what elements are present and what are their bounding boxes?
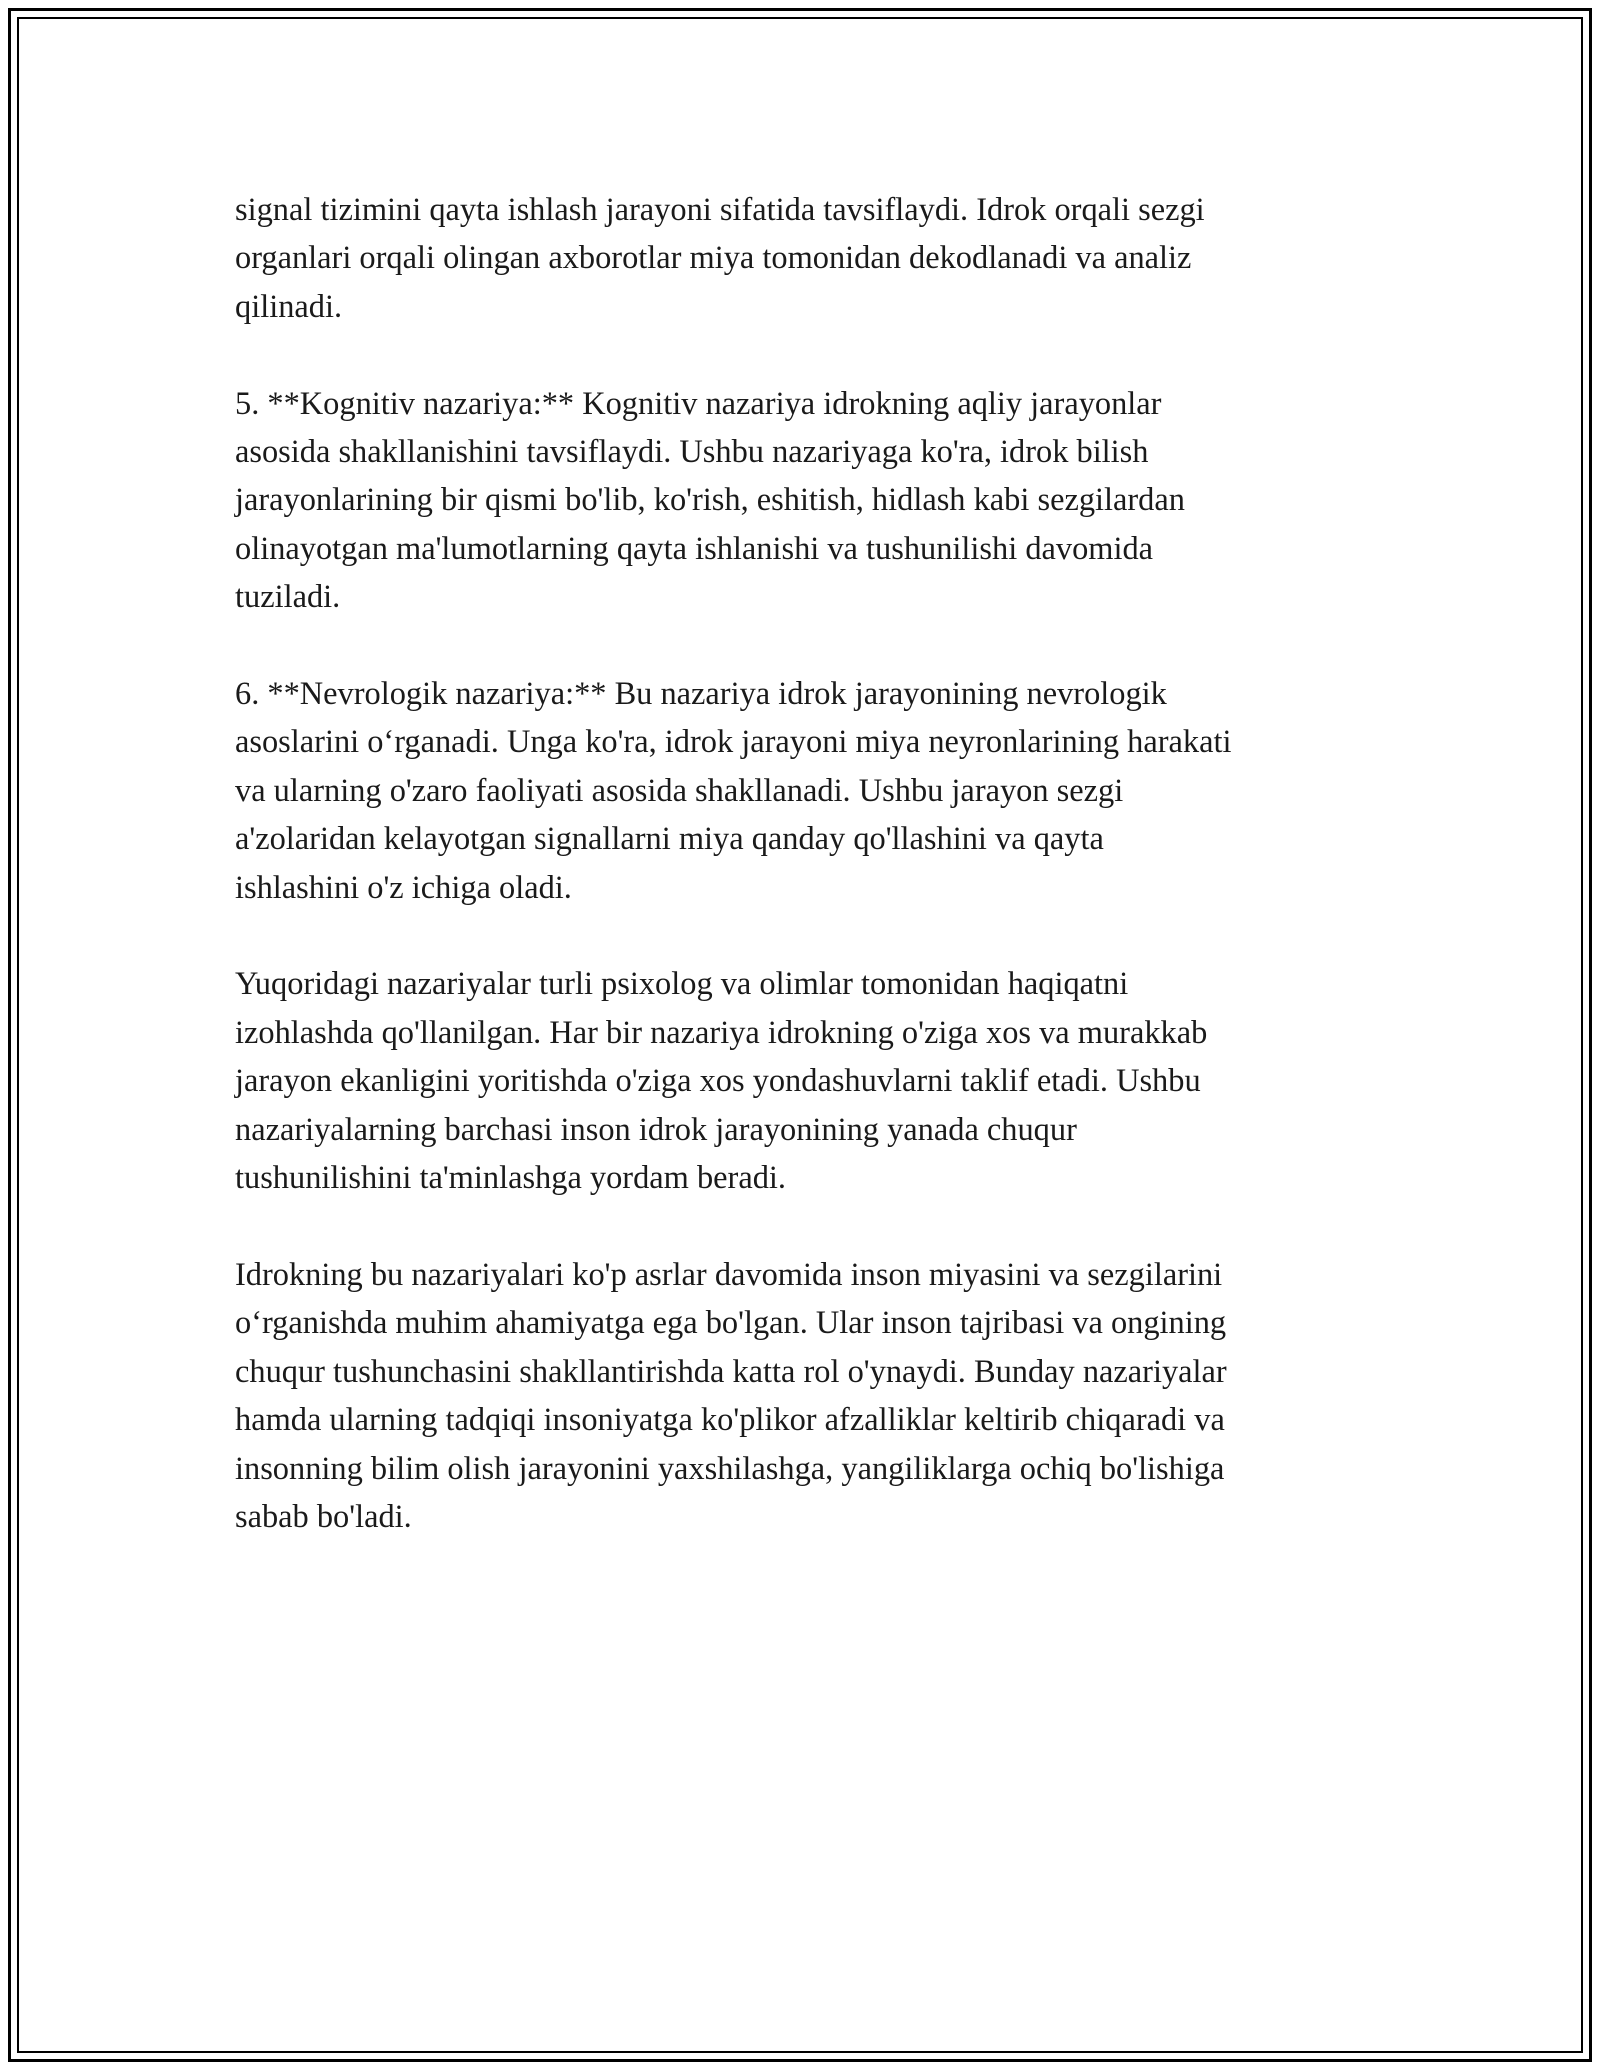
document-body bbox=[235, 186, 1375, 1541]
paragraph-signal-system: signal tizimini qayta ishlash jarayoni sifatida tavsiflaydi. Idrok orqali sezgi organlari orqali olingan axborotlar miya tomonidan dekodlanadi va analiz qilinadi. bbox=[235, 192, 1205, 325]
paragraph-neurological-theory: 6. **Nevrologik nazariya:** Bu nazariya idrok jarayonining nevrologik asoslarini o‘rganadi. Unga ko'ra, idrok jarayoni miya neyronlarining harakati va ularning o'zaro faoliyati asosida shakllanadi. Ushbu jarayon sezgi a'zolaridan kelayotgan signallarni miya qanday qo'llashini va qayta ishlashini o'z ichiga oladi. bbox=[235, 676, 1232, 906]
paragraph-conclusion: Idrokning bu nazariyalari ko'p asrlar davomida inson miyasini va sezgilarini o‘rganishda muhim ahamiyatga ega bo'lgan. Ular inson tajribasi va ongining chuqur tushunchasini shakllantirishda katta rol o'ynaydi. Bunday nazariyalar hamda ularning tadqiqi insoniyatga ko'plikor afzalliklar keltirib chiqaradi va insonning bilim olish jarayonini yaxshilashga, yangiliklarga ochiq bo'lishiga sabab bo'ladi. bbox=[235, 1256, 1227, 1535]
paragraph-cognitive-theory: 5. **Kognitiv nazariya:** Kognitiv nazariya idrokning aqliy jarayonlar asosida shakllanishini tavsiflaydi. Ushbu nazariyaga ko'ra, idrok bilish jarayonlarining bir qismi bo'lib, ko'rish, eshitish, hidlash kabi sezgilardan olinayotgan ma'lumotlarning qayta ishlanishi va tushunilishi davomida tuziladi. bbox=[235, 385, 1185, 616]
paragraph-theories-summary: Yuqoridagi nazariyalar turli psixolog va olimlar tomonidan haqiqatni izohlashda qo'llanilgan. Har bir nazariya idrokning o'ziga xos va murakkab jarayon ekanligini yoritishda o'ziga xos yondashuvlarni taklif etadi. Ushbu nazariyalarning barchasi inson idrok jarayonining yanada chuqur tushunilishini ta'minlashga yordam beradi. bbox=[235, 966, 1208, 1197]
